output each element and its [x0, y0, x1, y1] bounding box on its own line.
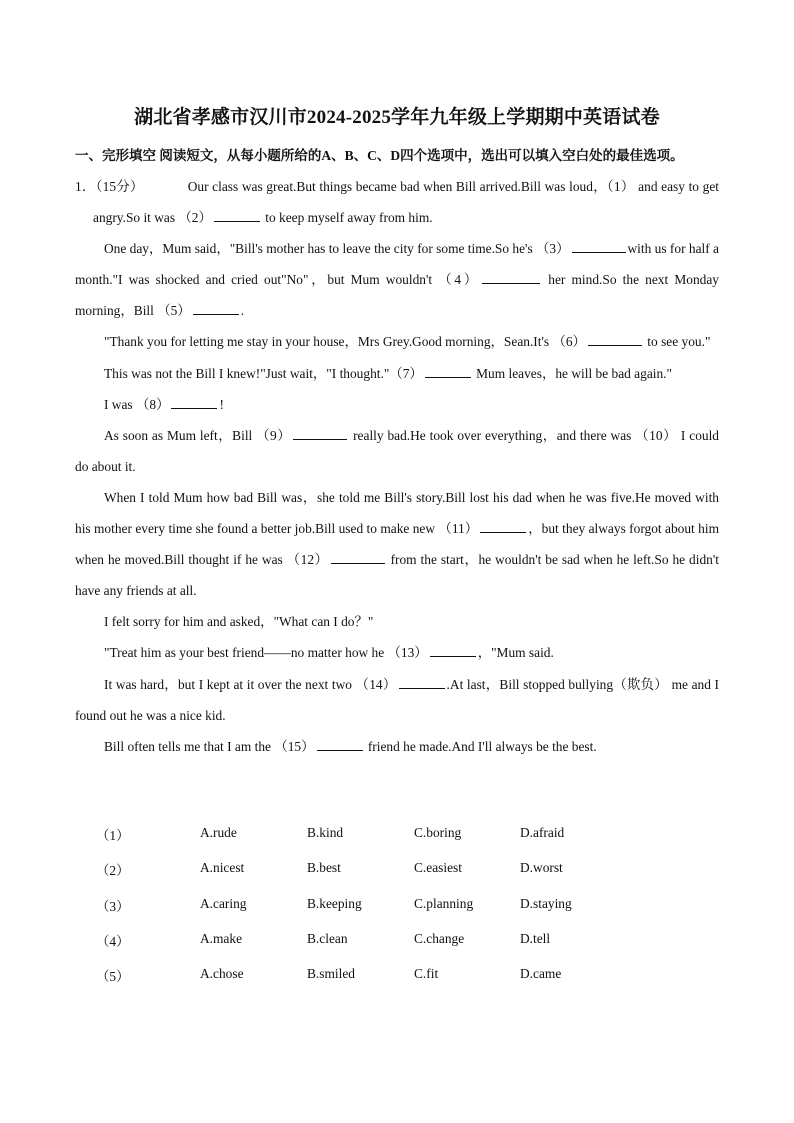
option-row [96, 825, 656, 860]
option-d: D.tell [520, 930, 551, 946]
option-row [96, 896, 656, 931]
option-c: C.fit [414, 966, 439, 982]
passage-paragraph: Bill often tells me that I am the （15） friend he made.And I'll always be the best. [104, 738, 597, 754]
blank-line [430, 644, 476, 657]
passage-paragraph: It was hard，but I kept at it over the next two （14） .At last，Bill stopped bullying（欺负） me and I found out he was a nice kid. [75, 676, 719, 723]
blank-line [482, 271, 540, 284]
blank-line [214, 209, 260, 222]
passage-paragraph: 1．（15分） Our class was great.But things became bad when Bill arrived.Bill was loud，（1） and easy to get angry.So it was （2） to keep myself away from him. [75, 179, 720, 226]
section-heading: 一、完形填空 阅读短文，从每小题所给的A、B、C、D四个选项中，选出可以填入空白处的最佳选项。 [75, 148, 684, 163]
option-d: D.afraid [520, 825, 565, 840]
option-row [96, 931, 656, 966]
option-a: A.rude [200, 825, 237, 840]
option-b: B.best [307, 860, 341, 876]
answer-options [96, 825, 656, 1001]
option-row [96, 966, 656, 1001]
option-c: C.easiest [414, 860, 462, 876]
cloze-passage [75, 171, 719, 762]
option-d: D.staying [520, 895, 572, 911]
blank-line [588, 333, 642, 346]
blank-line [399, 676, 445, 689]
passage-paragraph: When I told Mum how bad Bill was，she told me Bill's story.Bill lost his dad when he was five.He moved with his mother every time she found a better job.Bill used to make new （11） ，but they always forgot about him when he moved.Bill thought if he was （12） from the start，he wouldn't be sad when he left.So he didn't have any friends at all. [75, 489, 719, 599]
page-title: 湖北省孝感市汉川市2024-2025学年九年级上学期期中英语试卷 [134, 107, 660, 128]
option-b: B.kind [307, 825, 344, 840]
option-c: C.change [414, 930, 465, 946]
passage-paragraph: As soon as Mum left，Bill （9） really bad.He took over everything，and there was （10） I could do about it. [75, 427, 719, 474]
blank-line [293, 427, 347, 440]
passage-paragraph: I felt sorry for him and asked，"What can I do？" [104, 614, 374, 630]
option-number: （5） [96, 969, 130, 985]
option-b: B.keeping [307, 895, 362, 911]
option-b: B.clean [307, 930, 348, 946]
option-c: C.boring [414, 825, 462, 840]
passage-paragraph: One day，Mum said，"Bill's mother has to leave the city for some time.So he's （3） with us for half a month."I was shocked and cried out"No"，but Mum wouldn't （4） her mind.So the next Monday morning，Bill （5） . [75, 241, 719, 319]
question-number: 1．（15分） [75, 179, 144, 194]
blank-line [317, 738, 363, 751]
option-number: （3） [96, 898, 130, 914]
option-number: （4） [96, 933, 130, 949]
option-d: D.came [520, 966, 562, 982]
option-number: （1） [96, 828, 130, 843]
blank-line [171, 396, 217, 409]
option-a: A.nicest [200, 860, 245, 876]
blank-line [480, 520, 526, 533]
blank-line [331, 551, 385, 564]
option-a: A.chose [200, 966, 244, 982]
blank-line [425, 365, 471, 378]
blank-line [572, 240, 626, 253]
option-d: D.worst [520, 860, 563, 876]
passage-paragraph: I was （8） ! [104, 396, 224, 412]
option-a: A.caring [200, 895, 247, 911]
passage-paragraph: "Thank you for letting me stay in your house，Mrs Grey.Good morning，Sean.It's （6） to see you." [104, 334, 711, 350]
option-number: （2） [96, 863, 130, 879]
blank-line [193, 302, 239, 315]
option-a: A.make [200, 930, 243, 946]
option-row [96, 860, 656, 895]
option-b: B.smiled [307, 966, 355, 982]
passage-paragraph: "Treat him as your best friend——no matter how he （13） ，"Mum said. [104, 645, 554, 661]
passage-paragraph: This was not the Bill I knew!"Just wait，"I thought."（7） Mum leaves，he will be bad again." [104, 365, 672, 381]
option-c: C.planning [414, 895, 474, 911]
